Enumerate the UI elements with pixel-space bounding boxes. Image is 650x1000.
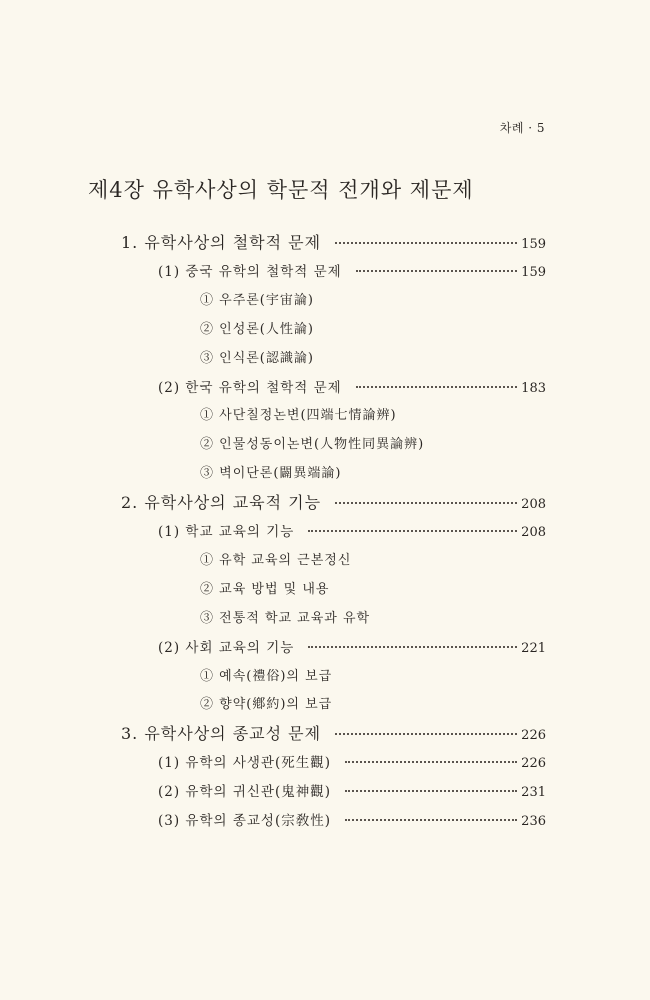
toc-page-number: 208 — [521, 525, 546, 540]
toc-page-number: 159 — [521, 237, 546, 252]
toc-entry — [200, 666, 546, 688]
dot-leader — [308, 530, 517, 532]
toc-entry — [121, 232, 546, 254]
toc-entry — [200, 319, 546, 341]
toc-entry-label: 2. 유학사상의 교육적 기능 — [121, 493, 322, 513]
toc-entry — [200, 608, 546, 630]
toc-entry — [158, 752, 546, 774]
toc-entry — [200, 694, 546, 716]
toc-entry-label: ① 예속(禮俗)의 보급 — [200, 668, 333, 684]
toc-entry-label: (2) 한국 유학의 철학적 문제 — [158, 379, 342, 396]
dot-leader — [356, 270, 517, 272]
toc-page-number: 226 — [521, 756, 546, 772]
running-header: 차례 · 5 — [499, 121, 545, 135]
toc-entry — [158, 637, 546, 659]
dot-leader — [335, 733, 517, 735]
toc-entry-label: (2) 사회 교육의 기능 — [158, 639, 295, 656]
dot-leader — [335, 242, 517, 244]
toc-entry — [158, 261, 546, 283]
toc-entry — [200, 550, 546, 572]
dot-leader — [345, 790, 517, 792]
toc-page-number: 231 — [521, 785, 546, 801]
toc-entry-label: ① 사단칠정논변(四端七情論辨) — [200, 408, 397, 424]
dot-leader — [308, 646, 517, 648]
toc-page-number: 221 — [521, 640, 546, 656]
toc-entry — [121, 492, 546, 514]
dot-leader — [335, 502, 517, 504]
toc-entry — [200, 290, 546, 312]
toc-page-number: 236 — [521, 814, 546, 829]
toc-entry — [158, 521, 546, 543]
toc-entry-label: 1. 유학사상의 철학적 문제 — [121, 233, 322, 252]
toc-entry-label: ③ 인식론(認識論) — [200, 350, 314, 366]
chapter-title: 제4장 유학사상의 학문적 전개와 제문제 — [88, 178, 474, 202]
toc-entry-label: ③ 벽이단론(闢異端論) — [200, 466, 342, 482]
dot-leader — [356, 386, 517, 388]
toc-entry-label: ① 우주론(宇宙論) — [200, 292, 314, 308]
toc-entry — [158, 377, 546, 399]
toc-page-number: 183 — [521, 380, 546, 396]
toc-entry-label: ② 인성론(人性論) — [200, 321, 314, 337]
toc-entry-label: ② 향약(鄕約)의 보급 — [200, 697, 333, 713]
toc-entry-label: (2) 유학의 귀신관(鬼神觀) — [158, 784, 331, 801]
toc-page-number: 159 — [521, 264, 546, 280]
toc-entry-label: ① 유학 교육의 근본정신 — [200, 552, 352, 568]
toc-entry-label: ② 인물성동이논변(人物性同異論辨) — [200, 437, 425, 453]
toc-entry-label: (3) 유학의 종교성(宗敎性) — [158, 813, 331, 829]
toc-entry — [158, 781, 546, 803]
toc-entry-label: (1) 유학의 사생관(死生觀) — [158, 755, 331, 772]
toc-entry — [200, 579, 546, 601]
toc-entry — [200, 348, 546, 370]
toc-entry-label: (1) 중국 유학의 철학적 문제 — [158, 263, 342, 280]
toc-entry — [200, 405, 546, 427]
toc-entry-label: 3. 유학사상의 종교성 문제 — [121, 724, 322, 744]
toc-entry — [158, 810, 546, 832]
toc-entry-label: ③ 전통적 학교 교육과 유학 — [200, 610, 371, 626]
toc-entry — [121, 723, 546, 745]
toc-entry-label: (1) 학교 교육의 기능 — [158, 524, 295, 540]
dot-leader — [345, 761, 517, 763]
toc-entry-label: ② 교육 방법 및 내용 — [200, 581, 330, 597]
toc-page-number: 208 — [521, 497, 546, 513]
toc-entry — [200, 463, 546, 485]
toc-page-number: 226 — [521, 728, 546, 744]
toc-entry — [200, 434, 546, 456]
dot-leader — [345, 819, 517, 821]
